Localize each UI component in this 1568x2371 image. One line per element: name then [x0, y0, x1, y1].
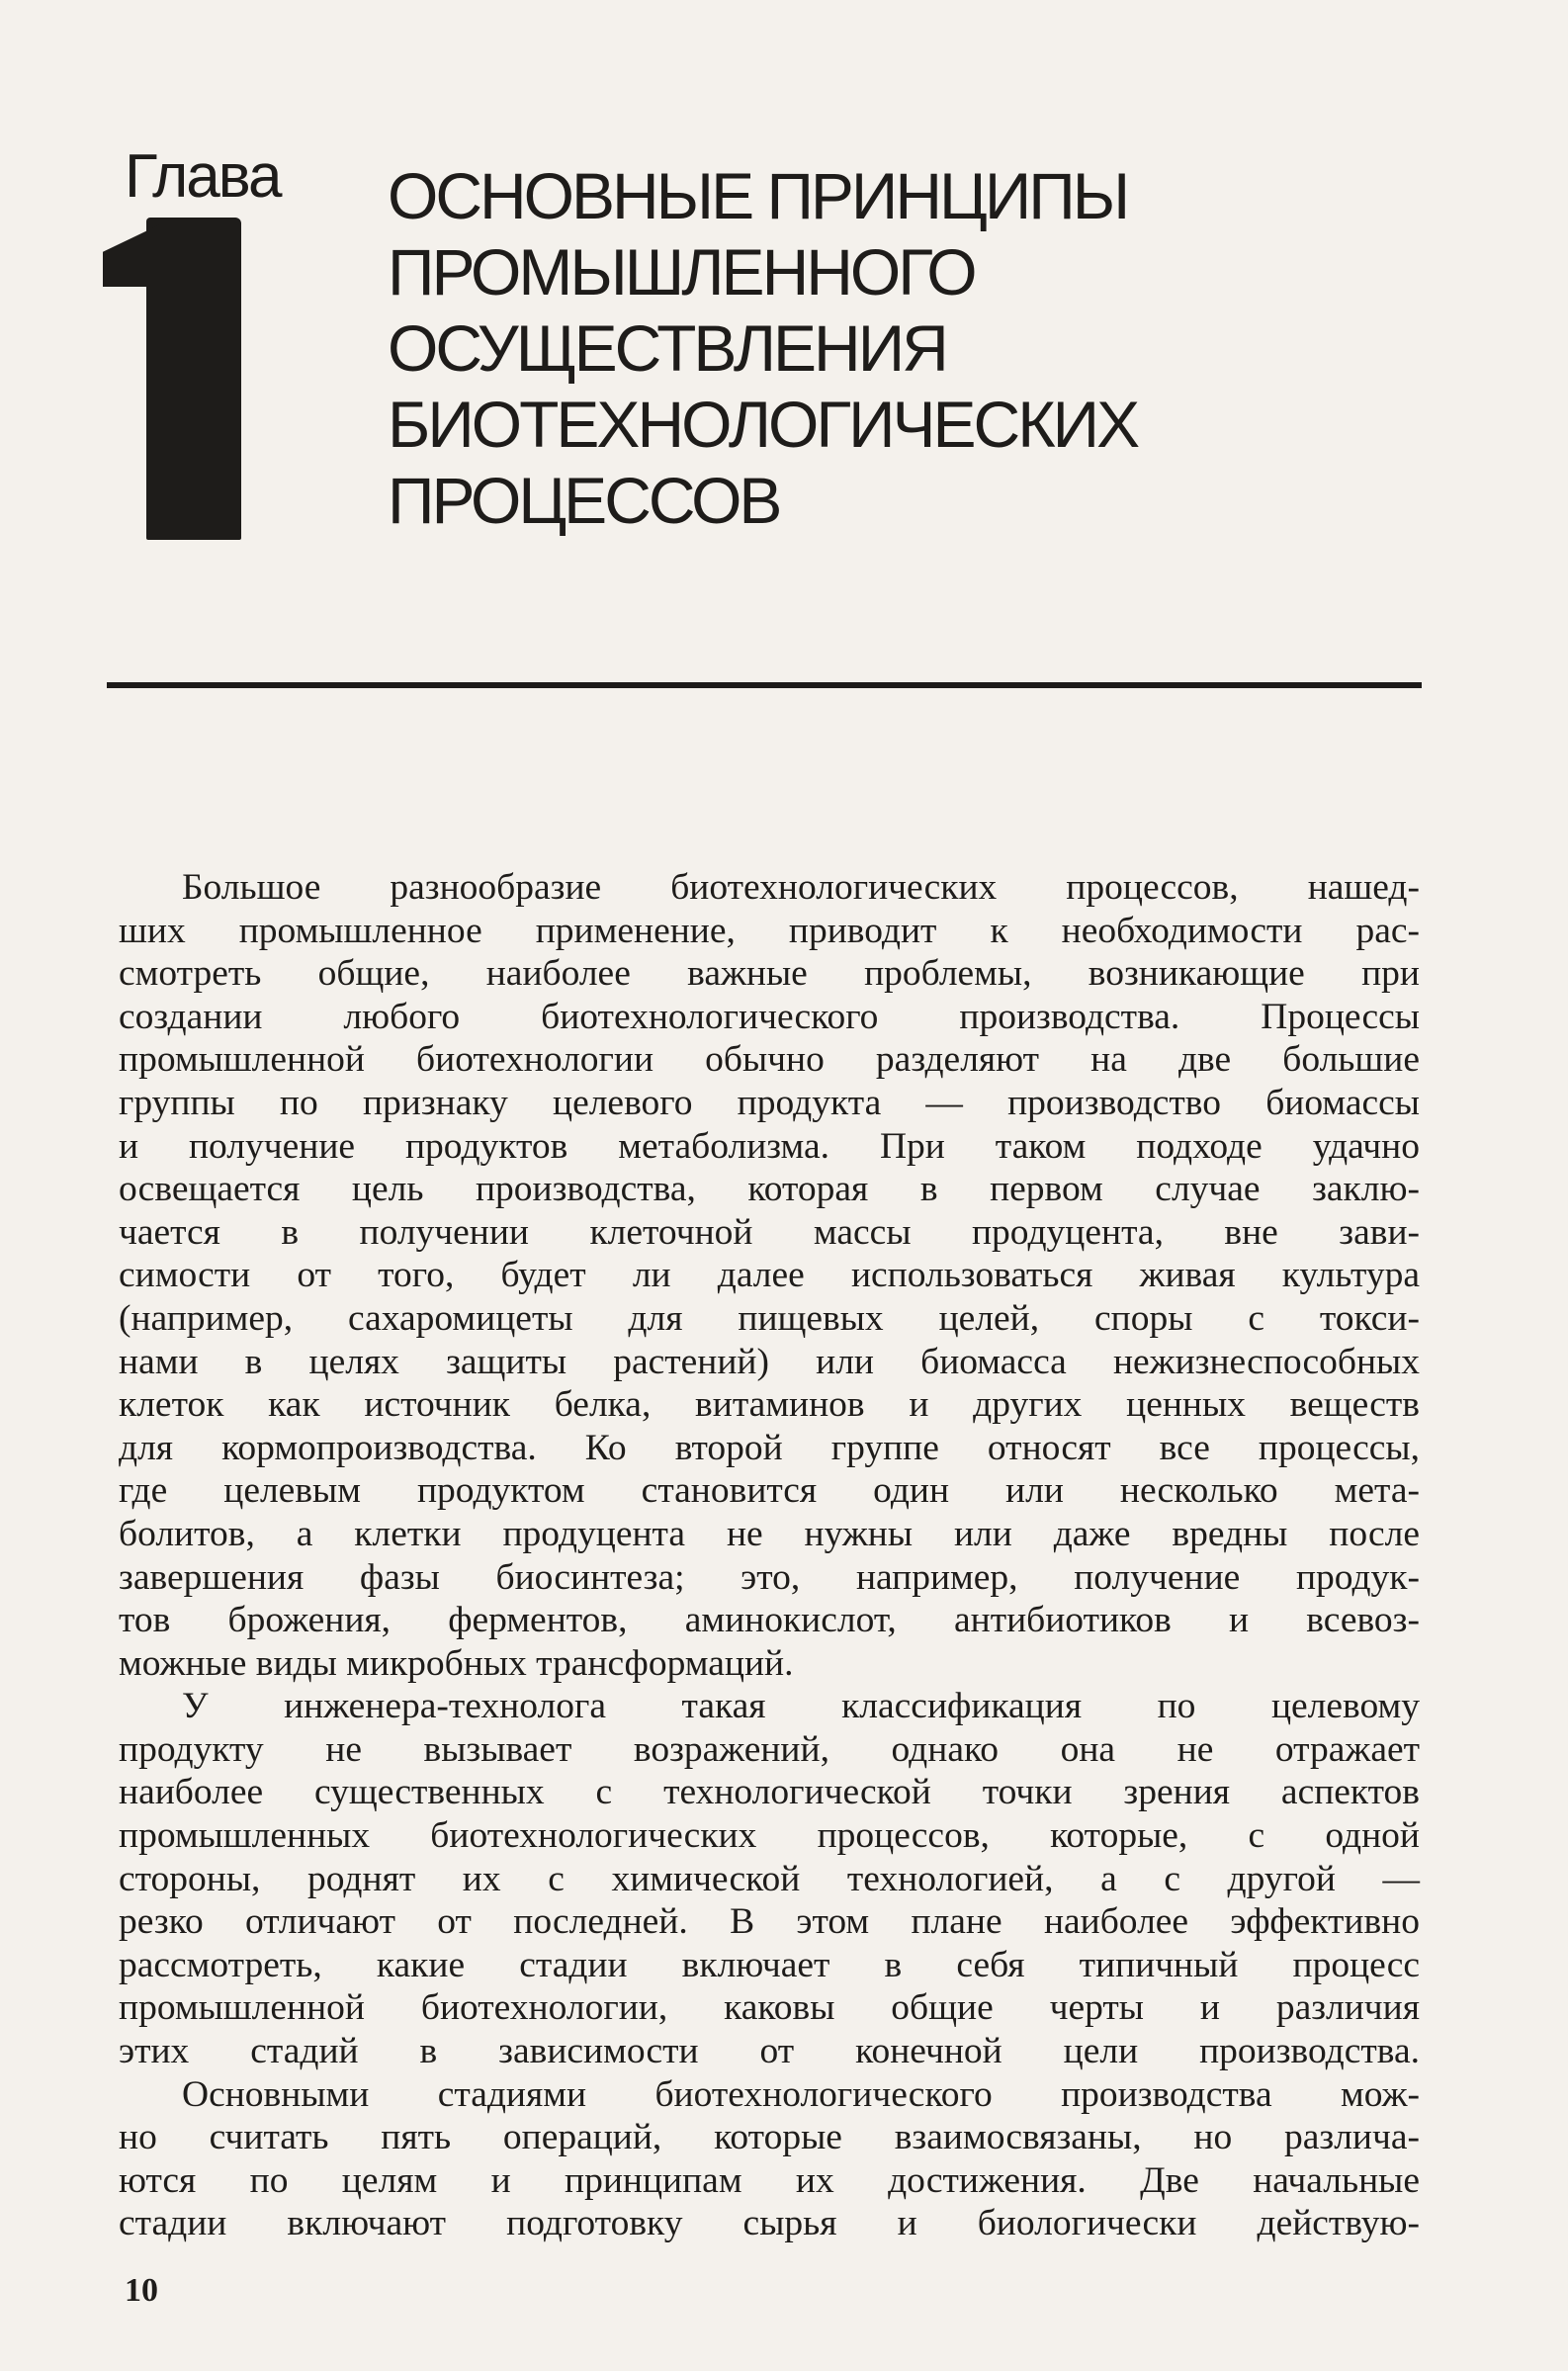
body-text [119, 866, 1420, 2245]
text-line: промышленной биотехнологии, каковы общие черты и различия [119, 1987, 1420, 2029]
chapter-title-line: БИОТЕХНОЛОГИЧЕСКИХ [388, 388, 1138, 461]
chapter-title [388, 158, 1376, 539]
text-line: Основными стадиями биотехнологического производства мож- [182, 2073, 1420, 2115]
text-line: тов брожения, ферментов, аминокислот, антибиотиков и всевоз- [119, 1600, 1420, 1641]
chapter-number [146, 218, 241, 540]
text-line: промышленных биотехнологических процессов, которые, с одной [119, 1815, 1420, 1857]
text-line: болитов, а клетки продуцента не нужны или даже вредны после [119, 1513, 1420, 1554]
text-line: наиболее существенных с технологической точки зрения аспектов [119, 1772, 1420, 1813]
text-line: клеток как источник белка, витаминов и других ценных веществ [119, 1384, 1420, 1426]
text-line: У инженера-технолога такая классификация по целевому [182, 1686, 1420, 1727]
chapter-title-line: ОСНОВНЫЕ ПРИНЦИПЫ [388, 159, 1128, 232]
text-line: продукту не вызывает возражений, однако она не отражает [119, 1728, 1420, 1770]
text-line: этих стадий в зависимости от конечной цели производства. [119, 2031, 1420, 2072]
text-line: стадии включают подготовку сырья и биологически действую- [119, 2203, 1420, 2244]
header-divider [107, 682, 1422, 688]
text-line: резко отличают от последней. В этом плане наиболее эффективно [119, 1901, 1420, 1943]
text-line: промышленной биотехнологии обычно разделяют на две большие [119, 1039, 1420, 1081]
text-line: группы по признаку целевого продукта — производство биомассы [119, 1082, 1420, 1123]
text-line: Большое разнообразие биотехнологических процессов, нашед- [182, 867, 1420, 908]
text-line: можные виды микробных трансформаций. [119, 1642, 794, 1684]
text-line: (например, сахаромицеты для пищевых целей, споры с токси- [119, 1297, 1420, 1339]
text-line: симости от того, будет ли далее использоваться живая культура [119, 1255, 1420, 1296]
chapter-number-text [146, 218, 147, 219]
text-line: создании любого биотехнологического производства. Процессы [119, 996, 1420, 1037]
chapter-label: Глава [125, 142, 281, 211]
text-line: где целевым продуктом становится один или несколько мета- [119, 1470, 1420, 1512]
chapter-title-line: ОСУЩЕСТВЛЕНИЯ [388, 311, 946, 385]
text-line: ших промышленное применение, приводит к необходимости рас- [119, 910, 1420, 951]
text-line: освещается цель производства, которая в первом случае заклю- [119, 1169, 1420, 1210]
chapter-title-line: ПРОЦЕССОВ [388, 464, 780, 537]
text-line: ются по целям и принципам их достижения. Две начальные [119, 2159, 1420, 2201]
text-line: стороны, роднят их с химической технологией, а с другой — [119, 1858, 1420, 1899]
chapter-title-line: ПРОМЫШЛЕННОГО [388, 235, 975, 308]
text-line: нами в целях защиты растений) или биомасса нежизнеспособных [119, 1341, 1420, 1382]
text-line: рассмотреть, какие стадии включает в себя типичный процесс [119, 1944, 1420, 1985]
text-line: и получение продуктов метаболизма. При таком подходе удачно [119, 1125, 1420, 1167]
page-number: 10 [125, 2272, 158, 2309]
text-line: завершения фазы биосинтеза; это, например, получение продук- [119, 1556, 1420, 1598]
text-line: но считать пять операций, которые взаимосвязаны, но различа- [119, 2117, 1420, 2158]
text-line: смотреть общие, наиболее важные проблемы, возникающие при [119, 953, 1420, 995]
text-line: для кормопроизводства. Ко второй группе относят все процессы, [119, 1427, 1420, 1468]
text-line: чается в получении клеточной массы продуцента, вне зави- [119, 1211, 1420, 1253]
